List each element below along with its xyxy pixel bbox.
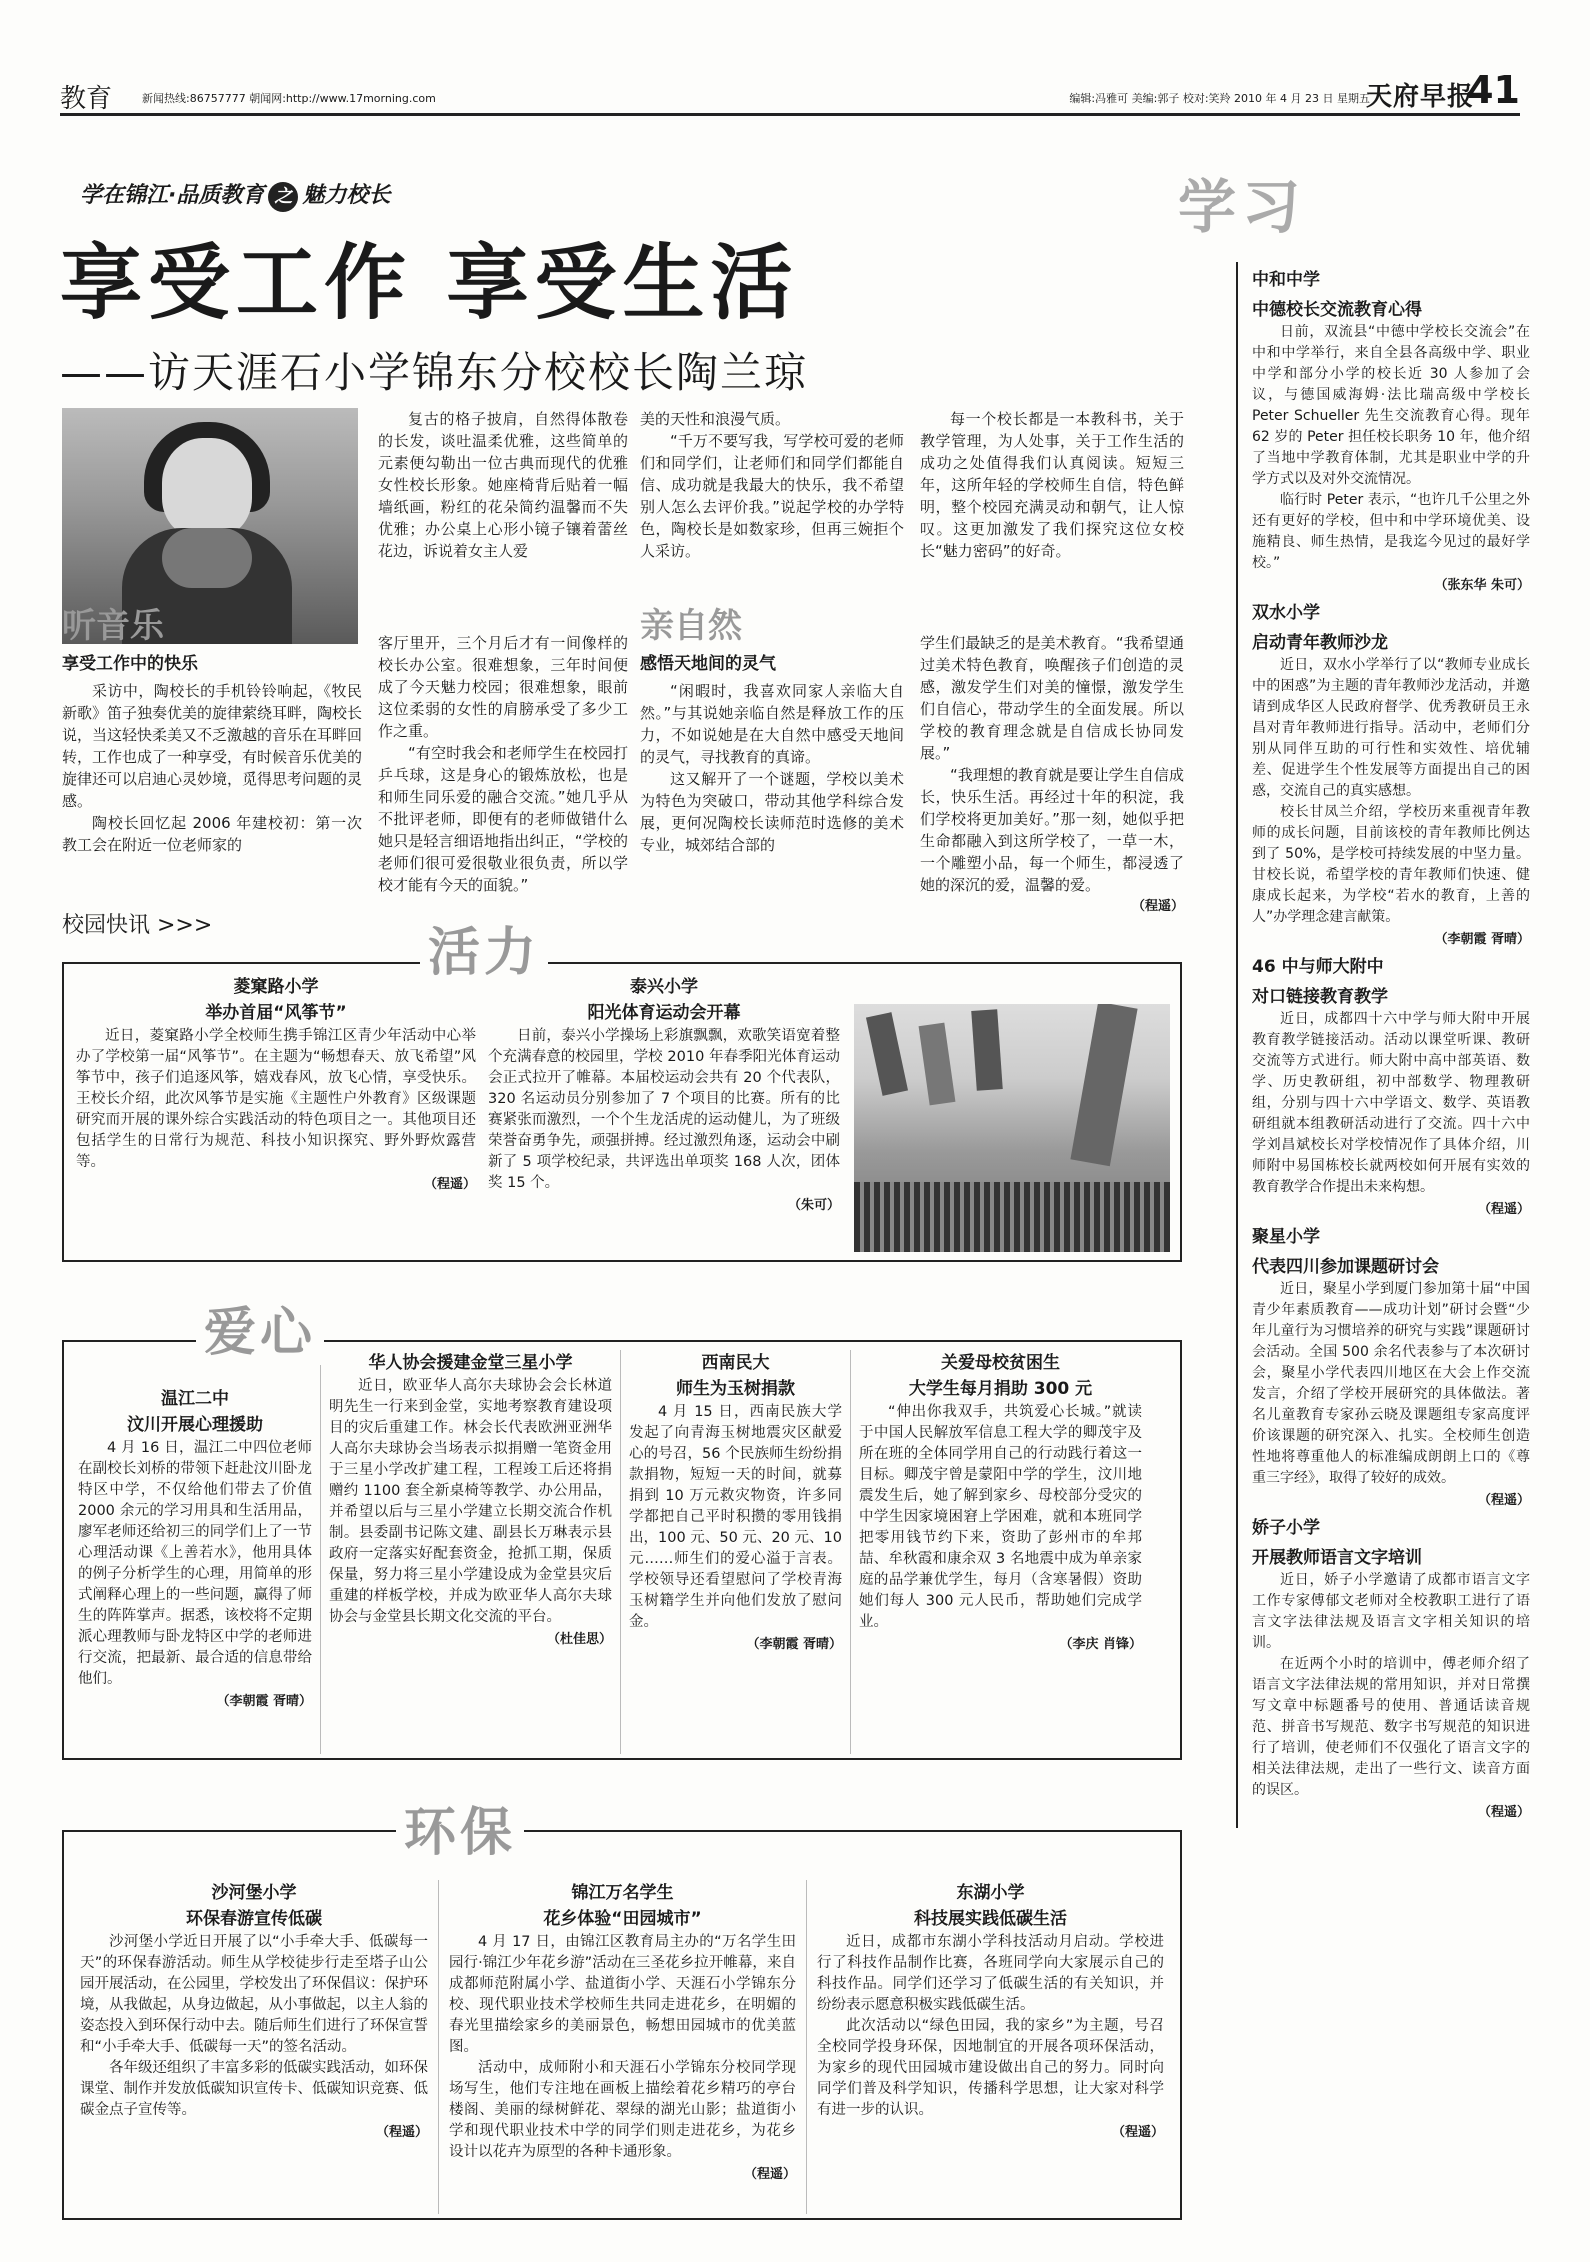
byline: （张东华 朱可） (1434, 578, 1530, 593)
section-name: 教育 (60, 84, 113, 114)
byline: （程遥） (1131, 899, 1184, 914)
sidebar-item-subtitle: 启动青年教师沙龙 (1252, 633, 1388, 653)
love-title: 爱心 (196, 1290, 324, 1365)
byline: （程遥） (423, 1177, 476, 1192)
paragraph: 各年级还组织了丰富多彩的低碳实践活动，如环保课堂、制作并发放低碳知识宣传卡、低碳知识竞赛、低碳金点子宣传等。 (80, 2060, 428, 2118)
sidebar-item-title: 娇子小学 (1252, 1518, 1320, 1538)
byline: （程遥） (743, 2167, 796, 2182)
subheadline: ——访天涯石小学锦东分校校长陶兰琼 (60, 348, 809, 397)
love-column (320, 1350, 620, 1754)
headline: 享受工作 享受生活 (60, 236, 799, 331)
eco-column (70, 1880, 438, 2214)
article-col-a (378, 408, 628, 562)
paragraph: 近日，娇子小学邀请了成都市语言文字工作专家傅郁文老师对全校教职工进行了语言文字法律法规及语言文字相关知识的培训。 (1252, 1572, 1530, 1651)
item-title: 沙河堡小学 (211, 1883, 297, 1903)
sports-meet-photo (854, 1004, 1170, 1252)
love-columns (70, 1350, 1174, 1754)
item-title: 温江二中 (161, 1389, 229, 1409)
editor-info: 编辑:冯雅可 美编:郭子 校对:笑羚 2010 年 4 月 23 日 星期五 (1069, 92, 1370, 105)
article-col-g (920, 632, 1184, 918)
item-subtitle: 汶川开展心理援助 (127, 1415, 263, 1435)
byline: （李朝霞 胥晴） (216, 1694, 312, 1709)
subsection-subtitle: 享受工作中的快乐 (62, 654, 198, 674)
item-subtitle: 阳光体育运动会开幕 (587, 1003, 741, 1023)
paragraph: 这又解开了一个谜题，学校以美术为特色为突破口，带动其他学科综合发展，更何况陶校长读师范时选修的美术专业，城郊结合部的 (640, 770, 904, 854)
item-body: 4 月 15 日，西南民族大学发起了向青海玉树地震灾区献爱心的号召，56 个民族师生纷纷捐款捐物，短短一天的时间，就募捐到 10 万元救灾物资，许多同学都把自己平时积攒的零用钱捐出，100 元、50 元、20 元、10 元……师生们的爱心溢于言表。学校领导还看望慰问了学校青海玉树籍学生并向他们发放了慰问金。 (629, 1404, 842, 1630)
paragraph: 美的天性和浪漫气质。 (640, 410, 791, 428)
eco-columns (70, 1880, 1174, 2214)
paragraph: 每一个校长都是一本教科书，关于教学管理，为人处事，关于工作生活的成功之处值得我们认真阅读。短短三年，这所年轻的学校师生自信，特色鲜明，整个校园充满灵动和朝气，让人惊叹。这更加激发了我们探究这位女校长“魅力密码”的好奇。 (920, 410, 1184, 560)
newspaper-logo: 天府早报 (1365, 82, 1474, 112)
paragraph: 校长甘凤兰介绍，学校历来重视青年教师的成长问题，目前该校的青年教师比例达到了 50%，是学校可持续发展的中坚力量。甘校长说，希望学校的青年教师们快速、健康成长起来，为学校“若水的教育，上善的人”办学理念建言献策。 (1252, 804, 1530, 925)
paragraph: “千万不要写我，写学校可爱的老师们和同学们，让老师们和同学们都能自信、成功就是我最大的快乐，我不希望别人怎么去评价我。”说起学校的办学特色，陶校长是如数家珍，但再三婉拒个人采访。 (640, 432, 904, 560)
hotline: 新闻热线:86757777 朝闻网:http://www.17morning.com (142, 92, 436, 105)
paragraph: 临行时 Peter 表示，“也许几千公里之外还有更好的学校，但中和中学环境优美、设施精良、师生热情，是我迄今见过的最好学校。” (1252, 492, 1530, 571)
item-body: “伸出你我双手，共筑爱心长城。”就读于中国人民解放军信息工程大学的卿茂宇及所在班的全体同学用自己的行动践行着这一目标。卿茂宇曾是蒙阳中学的学生，汶川地震发生后，她了解到家乡、母校部分受灾的中学生因家境困窘上学困难，就和本班同学把零用钱节约下来，资助了彭州市的牟邦喆、牟秋霞和康余双 3 名地震中成为单亲家庭的品学兼优学生，每月（含寒暑假）资助她们每人 300 元人民币，帮助她们完成学业。 (859, 1404, 1142, 1630)
subsection-title: 听音乐 (62, 606, 164, 646)
item-subtitle: 科技展实践低碳生活 (914, 1909, 1067, 1929)
byline: （程遥） (1477, 1202, 1530, 1217)
item-title: 泰兴小学 (630, 977, 698, 997)
sidebar-item-subtitle: 代表四川参加课题研讨会 (1252, 1257, 1439, 1277)
byline: （李朝霞 胥晴） (746, 1637, 842, 1652)
paragraph: 近日，聚星小学到厦门参加第十届“中国青少年素质教育——成功计划”研讨会暨“少年儿童行为习惯培养的研究与实践”课题研讨会活动。全国 500 余名代表参与了本次研讨会，聚星小学代表四川地区在大会上作交流发言，介绍了学校开展研究的具体做法。著名儿童教育专家孙云晓及课题组专家高度评价该课题的研究深入、扎实。全校师生创造性地将尊重他人的标准编成朗朗上口的《尊重三字经》，取得了较好的成效。 (1252, 1281, 1530, 1486)
article-col-f (640, 598, 904, 856)
paragraph: 日前，双流县“中德中学校长交流会”在中和中学举行，来自全县各高级中学、职业中学和部分小学的校长近 30 人参加了会议，与德国威海姆·法比瑞高级中学校长 Peter Schueller 先生交流教育心得。现年 62 岁的 Peter 担任校长职务 10 年，他介绍了当地中学教育体制，尤其是职业中学的升学方式以及对外交流情况。 (1252, 324, 1530, 487)
byline: （朱可） (787, 1198, 840, 1213)
item-title: 关爱母校贫困生 (941, 1353, 1060, 1373)
byline: （程遥） (1477, 1805, 1530, 1820)
paragraph: 活动中，成师附小和天涯石小学锦东分校同学现场写生，他们专注地在画板上描绘着花乡精巧的亭台楼阁、美丽的绿树鲜花、翠绿的湖光山影；盐道街小学和现代职业技术中学的同学们则走进花乡，为花乡设计以花卉为原型的各种卡通形象。 (449, 2060, 796, 2160)
item-body: 近日，菱窠路小学全校师生携手锦江区青少年活动中心举办了学校第一届“风筝节”。在主题为“畅想春天、放飞希望”风筝节中，孩子们追逐风筝，嬉戏春风，放飞心情，享受快乐。王校长介绍，此次风筝节是实施《主题性户外教育》区级课题研究而开展的课外综合实践活动的特色项目之一。其他项目还包括学生的日常行为规范、科技小知识探究、野外野炊露营等。 (76, 1028, 476, 1170)
paragraph: 此次活动以“绿色田园，我的家乡”为主题，号召全校同学投身环保，因地制宜的开展各项环保活动，为家乡的现代田园城市建设做出自己的努力。同时向同学们普及科学知识，传播科学思想，让大家对科学有进一步的认识。 (817, 2018, 1164, 2118)
eco-title: 环保 (396, 1790, 524, 1865)
kicker-b: 魅力校长 (302, 183, 391, 208)
item-body: 日前，泰兴小学操场上彩旗飘飘，欢歌笑语宽着整个充满春意的校园里，学校 2010 年春季阳光体育运动会正式拉开了帷幕。本届校运动会共有 20 个代表队，320 名运动员分别参加了 7 个项目的比赛。所有的比赛紧张而激烈，一个个生龙活虎的运动健儿，为了班级荣誉奋勇争先，顽强拼搏。经过激烈角逐，运动会中刷新了 5 项学校纪录，共评选出单项奖 168 人次，团体奖 15 个。 (488, 1028, 840, 1191)
item-subtitle: 大学生每月捐助 300 元 (908, 1379, 1093, 1399)
article-col-d (62, 598, 362, 856)
article-col-c (920, 408, 1184, 562)
item-body: 4 月 16 日，温江二中四位老师在副校长刘桥的带领下赶赴汶川卧龙特区中学，不仅给他们带去了价值 2000 余元的学习用具和生活用品，廖军老师还给初三的同学们上了一节心理活动课《上善若水》，他用具体的例子分析学生的心理，用简单的形式阐释心理上的一些问题，赢得了师生的阵阵掌声。据悉，该校将不定期派心理教师与卧龙特区中学的老师进行交流，把最新、最合适的信息带给他们。 (78, 1440, 312, 1687)
article-col-b (640, 408, 904, 562)
paragraph: 采访中，陶校长的手机铃铃响起，《牧民新歌》笛子独奏优美的旋律萦绕耳畔，陶校长说，当这轻快柔美又不乏激越的音乐在耳畔回转，工作也成了一种享受，有时候音乐优美的旋律还可以启迪心灵妙境，觅得思考问题的灵感。 (62, 682, 363, 810)
page-number: 41 (1467, 68, 1520, 112)
paragraph: “闲暇时，我喜欢同家人亲临大自然。”与其说她亲临自然是释放工作的压力，不如说她是在大自然中感受天地间的灵气，寻找教育的真谛。 (640, 682, 904, 766)
paragraph: 陶校长回忆起 2006 年建校初：第一次教工会在附近一位老师家的 (62, 814, 362, 854)
item-title: 菱窠路小学 (233, 977, 319, 997)
love-column (620, 1350, 850, 1754)
sidebar (1236, 262, 1530, 1828)
kicker-zhi: 之 (268, 182, 298, 212)
vitality-title: 活力 (420, 910, 548, 985)
vitality-mid-item (488, 974, 840, 1213)
item-body: 近日，欧亚华人高尔夫球协会会长林道明先生一行来到金堂，实地考察教育建设项目的灾后重建工作。林会长代表欧洲亚洲华人高尔夫球协会当场表示拟捐赠一笔资金用于三星小学改扩建工程，工程竣工后还将捐赠约 1100 套全新桌椅等教学、办公用品，并希望以后与三星小学建立长期交流合作机制。县委副书记陈文建、副县长万琳表示县政府一定落实好配套资金，抢抓工期，保质保量，努力将三星小学建设成为金堂县灾后重建的样板学校，并成为欧亚华人高尔夫球协会与金堂县长期文化交流的平台。 (329, 1378, 612, 1625)
sidebar-item-subtitle: 对口链接教育教学 (1252, 987, 1388, 1007)
sidebar-item-title: 46 中与师大附中 (1252, 957, 1384, 977)
paragraph: 客厅里开，三个月后才有一间像样的校长办公室。很难想象，三年时间便成了今天魅力校园；很难想象，眼前这位柔弱的女性的肩膀承受了多少工作之重。 (378, 634, 628, 740)
sidebar-item-title: 中和中学 (1252, 270, 1320, 290)
sidebar-item-subtitle: 中德校长交流教育心得 (1252, 300, 1422, 320)
sidebar-section-title: 学习 (1178, 173, 1307, 241)
byline: （程遥） (1111, 2125, 1164, 2140)
paragraph: 在近两个小时的培训中，傅老师介绍了语言文字法律法规的常用知识，并对日常撰写文章中标题番号的使用、普通话读音规范、拼音书写规范、数字书写规范的知识进行了培训，使老师们不仅强化了语言文字的相关法律法规，走出了一些行文、读音方面的误区。 (1252, 1656, 1530, 1798)
item-title: 东湖小学 (956, 1883, 1025, 1903)
paragraph: “我理想的教育就是要让学生自信成长，快乐生活。再经过十年的积淀，我们学校将更加美好。”那一刻，她似乎把生命都融入到这所学校了，一草一木，一个雕塑小品，每一个师生，都浸透了她的深沉的爱，温馨的爱。 (920, 766, 1184, 894)
item-subtitle: 环保春游宣传低碳 (186, 1909, 322, 1929)
kicker (80, 178, 390, 212)
subsection-title: 亲自然 (640, 606, 742, 646)
eco-column (438, 1880, 806, 2214)
paragraph: 学生们最缺乏的是美术教育。“我希望通过美术特色教育，唤醒孩子们创造的灵感，激发学生们对美的憧憬，激发学生们自信心，带动学生的全面发展。所以学校的教育理念就是自信成长协同发展。” (920, 634, 1184, 762)
sidebar-item-title: 聚星小学 (1252, 1227, 1320, 1247)
byline: （程遥） (375, 2125, 428, 2140)
subsection-subtitle: 感悟天地间的灵气 (640, 654, 776, 674)
item-subtitle: 举办首届“风筝节” (205, 1003, 347, 1023)
paragraph: 沙河堡小学近日开展了以“小手牵大手、低碳每一天”的环保春游活动。师生从学校徒步行走至塔子山公园开展活动，在公园里，学校发出了环保倡议：保护环境，从我做起，从身边做起，从小事做起，以主人翁的姿态投入到环保行动中去。随后师生们进行了环保宣誓和“小手牵大手、低碳每一天”的签名活动。 (80, 1934, 428, 2055)
page-header (60, 68, 1520, 116)
item-subtitle: 花乡体验“田园城市” (543, 1909, 702, 1929)
paragraph: “有空时我会和老师学生在校园打乒乓球，这是身心的锻炼放松，也是和师生同乐爱的融合交流。”她几乎从不批评老师，即便有的老师做错什么她只是轻言细语地指出纠正，“学校的老师们很可爱很敬业很负责，所以学校才能有今天的面貌。” (378, 744, 628, 894)
love-column (70, 1350, 320, 1754)
love-column (850, 1350, 1150, 1754)
paragraph: 近日，双水小学举行了以“教师专业成长中的困惑”为主题的青年教师沙龙活动，并邀请到成华区人民政府督学、优秀教研员王永昌对青年教师进行指导。活动中，老师们分别从同伴互助的可行性和实效性、培优辅差、促进学生个性发展等方面提出自己的困惑，交流自己的真实感想。 (1252, 657, 1530, 799)
paragraph: 4 月 17 日，由锦江区教育局主办的“万名学生田园行·锦江少年花乡游”活动在三圣花乡拉开帷幕，来自成都师范附属小学、盐道街小学、天涯石小学锦东分校、现代职业技术学校师生共同走进花乡，在明媚的春光里描绘家乡的美丽景色，畅想田园城市的优美蓝图。 (449, 1934, 796, 2055)
byline: （杜佳思） (546, 1632, 612, 1647)
paragraph: 近日，成都市东湖小学科技活动月启动。学校进行了科技作品制作比赛，各班同学向大家展示自己的科技作品。同学们还学习了低碳生活的有关知识，并纷纷表示愿意积极实践低碳生活。 (817, 1934, 1164, 2013)
kicker-a: 学在锦江·品质教育 (80, 183, 265, 208)
item-subtitle: 师生为玉树捐款 (676, 1379, 795, 1399)
item-title: 华人协会援建金堂三星小学 (368, 1353, 573, 1373)
paragraph: 复古的格子披肩，自然得体散卷的长发，谈吐温柔优雅，这些简单的元素便勾勒出一位古典而现代的优雅女性校长形象。她座椅背后贴着一幅墙纸画，粉红的花朵简约温馨而不失优雅；办公桌上心形小镜子镶着蕾丝花边，诉说着女主人爱 (378, 410, 628, 560)
byline: （李庆 肖锋） (1059, 1637, 1142, 1652)
item-title: 锦江万名学生 (571, 1883, 674, 1903)
sidebar-item-title: 双水小学 (1252, 603, 1320, 623)
article-col-e (378, 632, 628, 896)
sidebar-item-subtitle: 开展教师语言文字培训 (1252, 1548, 1422, 1568)
vitality-left-item (76, 974, 476, 1192)
vitality-box (62, 962, 1182, 1262)
item-title: 西南民大 (701, 1353, 770, 1373)
eco-column (806, 1880, 1174, 2214)
byline: （程遥） (1477, 1493, 1530, 1508)
news-flash-label: 校园快讯 >>> (62, 913, 213, 938)
paragraph: 近日，成都四十六中学与师大附中开展教育教学链接活动。活动以课堂听课、教研交流等方式进行。师大附中高中部英语、数学、历史教研组，初中部数学、物理教研组，分别与四十六中学语文、数学、英语教研组就本组教研活动进行了交流。四十六中学刘昌斌校长对学校情况作了具体介绍，川师附中易国栋校长就两校如何开展有实效的教育教学合作提出未来构想。 (1252, 1011, 1530, 1195)
byline: （李朝霞 胥晴） (1434, 932, 1530, 947)
